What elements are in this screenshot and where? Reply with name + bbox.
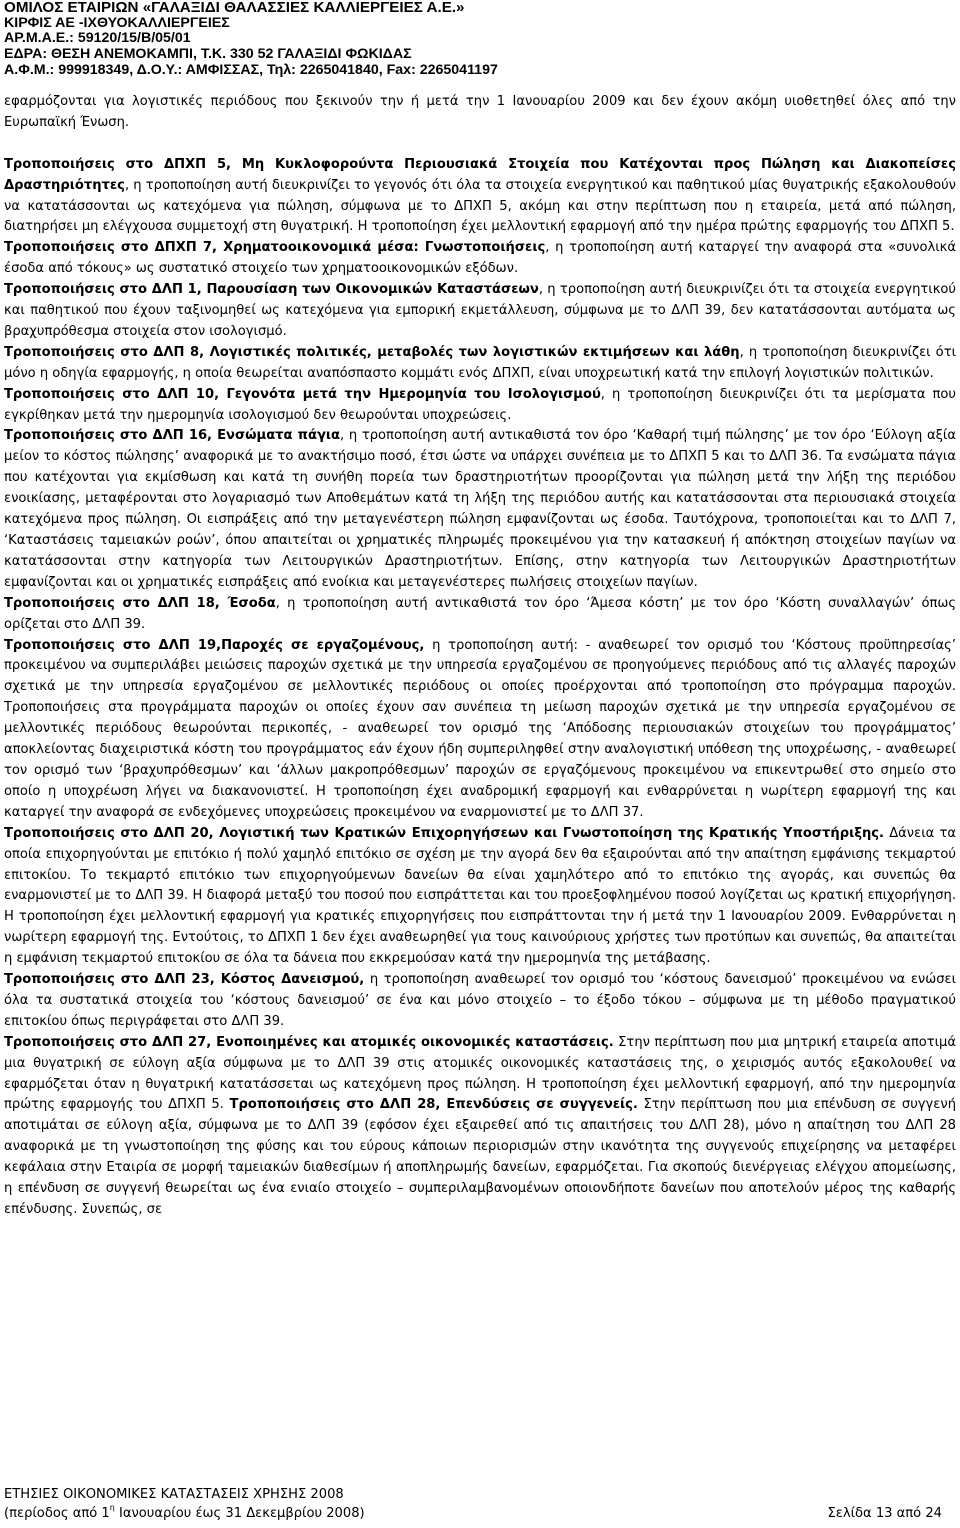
section-heading: Τροποποιήσεις στο ΔΛΠ 23, Κόστος Δανεισμού, [4, 972, 365, 988]
section-heading: Τροποποιήσεις στο ΔΠΧΠ 7, Χρηματοοικονομικά μέσα: Γνωστοποιήσεις [4, 240, 546, 256]
section-heading: Τροποποιήσεις στο ΔΛΠ 20, Λογιστική των Κρατικών Επιχορηγήσεων και Γνωστοποίηση της Κρατικής Υποστήριξης. [4, 825, 884, 841]
page-number: Σελίδα 13 από 24 [827, 1506, 942, 1521]
section-text: η τροποποίηση αυτή: - αναθεωρεί τον ορισμό του ‘Κόστους προϋπηρεσίας’ προκειμένου να συμπεριλάβει μειώσεις παροχών σχετικά με την υπηρεσία εργαζομένου σε προηγούμενες περιόδους από τις αλλαγές παροχών σχετικά με την υπηρεσία εργαζομένου σε μελλοντικές περιόδους οι οποίες προέρχονται από τροποποίηση στο πρόγραμμα παροχών. Τροποποιήσεις στα προγράμματα παροχών οι οποίες έχουν σαν συνέπεια τη μείωση παροχών σχετικά με την υπηρεσία εργαζομένου σε μελλοντικές περιόδους θεωρούνται περικοπές, - αναθεωρεί τον ορισμό της ‘Απόδοσης περιουσιακών στοιχείων του προγράμματος’ αποκλείοντας διαχειριστικά κόστη του προγράμματος εάν έχουν ήδη συμπεριληφθεί στην αναλογιστική υπόθεση της υποχρέωσης, - αναθεωρεί τον ορισμό των ‘βραχυπρόθεσμων’ και ‘άλλων μακροπρόθεσμων’ παροχών σε εργαζόμενους προκειμένου να επικεντρωθεί στο σημείο στο οποίο η υποχρέωση λήγει να διακανονιστεί. Η τροποποίηση έχει αναδρομική εφαρμογή και ενθαρρύνεται η νωρίτερη εφαρμογή της και καταργεί την αναφορά σε ενδεχόμενες υποχρεώσεις προκειμένου να εναρμονιστεί με το ΔΛΠ 37. [4, 637, 956, 820]
section-text: η τροποποίηση αναθεωρεί τον ορισμό του ‘κόστους δανεισμού’ προκειμένου να ενώσει όλα τα συστατικά στοιχεία του ‘κόστους δανεισμού’ σε ένα και μόνο στοιχείο – το έξοδο τόκου – σύμφωνα με τη μέθοδο πραγματικού επιτοκίου όπως περιγράφεται στο ΔΛΠ 39. [4, 972, 957, 1029]
registration-number: ΑΡ.Μ.Α.Ε.: 59120/15/Β/05/01 [4, 30, 191, 47]
footer-period-row [4, 1504, 956, 1523]
section-heading: Τροποποιήσεις στο ΔΛΠ 1, Παρουσίαση των Οικονομικών Καταστάσεων [4, 282, 539, 298]
document-header [4, 0, 954, 79]
section-heading: Τροποποιήσεις στο ΔΛΠ 28, Επενδύσεις σε συγγενείς. [229, 1097, 638, 1113]
tax-and-contact: Α.Φ.Μ.: 999918349, Δ.Ο.Υ.: ΑΜΦΙΣΣΑΣ, Τηλ: 2265041840, Fax: 2265041197 [4, 61, 498, 78]
company-address: ΕΔΡΑ: ΘΕΣΗ ΑΝΕΜΟΚΑΜΠΙ, Τ.Κ. 330 52 ΓΑΛΑΞΙΔΙ ΦΩΚΙΔΑΣ [4, 46, 412, 63]
section-text: , η τροποποίηση αυτή διευκρινίζει το γεγονός ότι όλα τα στοιχεία ενεργητικού και παθητικού μίας θυγατρικής εξακολουθούν να κατατάσσονται ως κατεχόμενα για πώληση, σύμφωνα με το ΔΠΧΠ 5, ακόμη και στην περίπτωση που η εταιρεία, μετά από πώληση, διατηρήσει μη ελέγχουσα συμμετοχή στη θυγατρική. Η τροποποίηση έχει μελλοντική εφαρμογή από την ημέρα πρώτης εφαρμογής του ΔΠΧΠ 5. [4, 177, 956, 235]
section-heading: Τροποποιήσεις στο ΔΠΧΠ 5, Μη Κυκλοφορούντα Περιουσιακά Στοιχεία που Κατέχονται προς Πώληση και Διακοπείσες Δραστηριότητες [4, 156, 956, 193]
footer-period-start: (περίοδος από 1 [4, 1506, 110, 1521]
section-ifrs5 [4, 155, 956, 239]
section-ias1 [4, 280, 956, 343]
footer-period-ordinal: η [109, 1502, 115, 1512]
section-text: , η τροποποίηση αυτή αντικαθιστά τον όρο ‘Άμεσα κόστη’ με τον όρο ‘Κόστη συναλλαγών’ όπως ορίζεται στο ΔΛΠ 39. [4, 595, 956, 632]
section-text: Στην περίπτωση που μια μητρική εταιρεία αποτιμά μια θυγατρική σε εύλογη αξία σύμφωνα με το ΔΛΠ 39 στις ατομικές οικονομικές καταστάσεις της, ο χειρισμός αυτός εξακολουθεί να εφαρμόζεται όταν η θυγατρική κατατάσσεται ως κατεχόμενη προς πώληση. Η τροποποίηση έχει μελλοντική εφαρμογή, από την ημερομηνία πρώτης εφαρμογής του ΔΠΧΠ 5. [4, 1034, 956, 1113]
footer-period-end: Ιανουαρίου έως 31 Δεκεμβρίου 2008) [114, 1506, 365, 1521]
section-heading: Τροποποιήσεις στο ΔΛΠ 8, Λογιστικές πολιτικές, μεταβολές των λογιστικών εκτιμήσεων και λάθη [4, 344, 740, 360]
footer-title: ΕΤΗΣΙΕΣ ΟΙΚΟΝΟΜΙΚΕΣ ΚΑΤΑΣΤΑΣΕΙΣ ΧΡΗΣΗΣ 2008 [4, 1487, 344, 1502]
section-heading: Τροποποιήσεις στο ΔΛΠ 27, Ενοποιημένες και ατομικές οικονομικές καταστάσεις. [4, 1034, 614, 1050]
section-text: Στην περίπτωση που μια επένδυση σε συγγενή αποτιμάται σε εύλογη αξία, σύμφωνα με το ΔΛΠ 39 (εφόσον έχει εξαιρεθεί από τις απαιτήσεις του ΔΛΠ 28), μόνο η απαίτηση του ΔΛΠ 28 αναφορικά με τη γνωστοποίηση της φύσης και του εύρους κάποιων περιορισμών στην ικανότητα της συγγενούς επιχείρησης να μεταφέρει κεφάλαια στην Εταιρία σε μορφή ταμειακών διαθεσίμων ή αποπληρωμής δανείων, εφαρμόζεται. Για σκοπούς διενέργειας ελέγχου απομείωσης, η επένδυση σε συγγενή θεωρείται ως ένα ενιαίο στοιχείο – συμπεριλαμβανομένων οποιονδήποτε δανείων που αποτελούν μέρος της καθαρής επένδυσης. Συνεπώς, σε [4, 1097, 956, 1218]
document-footer [4, 1485, 956, 1523]
section-heading: Τροποποιήσεις στο ΔΛΠ 18, Έσοδα [4, 595, 276, 611]
company-name: ΚΙΡΦΙΣ ΑΕ -ΙΧΘΥΟΚΑΛΛΙΕΡΓΕΙΕΣ [4, 14, 230, 31]
section-ias27-ias28 [4, 1033, 956, 1221]
section-text: Δάνεια τα οποία επιχορηγούνται με επιτόκιο ή πολύ χαμηλό επιτόκιο σε σχέση με την αγορά δεν θα εξαιρούνται από την απαίτηση εμφάνισης τεκμαρτού επιτοκίου. Το τεκμαρτό επιτόκιο των επιχορηγούμενων δανείων θα είναι χαμηλότερο από το επιτόκιο της αγοράς, και συνεπώς θα εναρμονιστεί με το ΔΛΠ 39. Η διαφορά μεταξύ του ποσού που εισπράττεται και του προεξοφλημένου ποσού λογίζεται ως κρατική επιχορήγηση. Η τροποποίηση έχει μελλοντική εφαρμογή για κρατικές επιχορηγήσεις που εισπράττονται την ή μετά την 1 Ιανουαρίου 2009. Ενθαρρύνεται η νωρίτερη εφαρμογή της. Εντούτοις, το ΔΠΧΠ 1 δεν έχει αναθεωρηθεί για τους καινούριους χρήστες των προτύπων και συνεπώς, θα απαιτείται η εμφάνιση τεκμαρτού επιτοκίου σε όλα τα δάνεια που εκκρεμούσαν κατά την ημερομηνία της μετάβασης. [4, 825, 956, 967]
section-text: , η τροποποίηση αυτή αντικαθιστά τον όρο ‘Καθαρή τιμή πώλησης’ με τον όρο ‘Εύλογη αξία μείον το κόστος πώλησης’ αναφορικά με το ανακτήσιμο ποσό, έτσι ώστε να υπάρχει συνέπεια με το ΔΠΧΠ 5 και το ΔΛΠ 36. Τα ενσώματα πάγια που κατέχονται για εκμίσθωση και κατά τη συνήθη πορεία των δραστηριοτήτων προορίζονται για πώληση μετά την λήξη της περιόδου ενοικίασης, μεταφέρονται στο λογαριασμό των Αποθεμάτων κατά τη λήξη της περιόδου αυτής και κατατάσσονται στα περιουσιακά στοιχεία κατεχόμενα προς πώληση. Οι εισπράξεις από την μεταγενέστερη πώληση εμφανίζονται ως έσοδα. Ταυτόχρονα, τροποποιείται και το ΔΛΠ 7, ‘Καταστάσεις ταμειακών ροών’, όπου απαιτείται οι χρηματικές πληρωμές προκειμένου για την κατασκευή ή απόκτηση στοιχείων παγίων να κατατάσσονται στην κατηγορία των Λειτουργικών Δραστηριοτήτων. Επίσης, στην κατηγορία των Λειτουργικών Δραστηριοτήτων εμφανίζονται και οι χρηματικές εισπράξεις από ενοίκια και μεταγενέστερες πωλήσεις στοιχείων παγίων. [4, 428, 956, 590]
section-ias16 [4, 426, 956, 593]
section-heading: Τροποποιήσεις στο ΔΛΠ 16, Ενσώματα πάγια [4, 428, 340, 444]
section-ias23 [4, 970, 956, 1033]
group-name: ΟΜΙΛΟΣ ΕΤΑΙΡΙΩΝ «ΓΑΛΑΞΙΔΙ ΘΑΛΑΣΣΙΕΣ ΚΑΛΛΙΕΡΓΕΙΕΣ Α.Ε.» [4, 0, 465, 16]
section-ias8 [4, 343, 956, 385]
section-text: , η τροποποίηση αυτή διευκρινίζει ότι τα στοιχεία ενεργητικού και παθητικού που έχουν ταξινομηθεί ως κατεχόμενα για εμπορική εκμετάλλευση, σύμφωνα με το ΔΛΠ 39, δεν κατατάσσονται αυτόματα ως βραχυπρόθεσμα στοιχεία στον ισολογισμό. [4, 282, 957, 339]
section-text: , η τροποποίηση διευκρινίζει ότι τα μερίσματα που εγκρίθηκαν μετά την ημερομηνία ισολογισμού δεν θεωρούνται υποχρεώσεις. [4, 386, 956, 423]
section-text: , η τροποποίηση διευκρινίζει ότι μόνο η οδηγία εφαρμογής, η οποία θεωρείται αναπόσπαστο κομμάτι ενός ΔΠΧΠ, είναι υποχρεωτική κατά την επιλογή λογιστικών πολιτικών. [4, 344, 957, 381]
section-ias18 [4, 594, 956, 636]
section-ias19 [4, 636, 956, 824]
section-ifrs7 [4, 238, 956, 280]
section-ias10 [4, 385, 956, 427]
section-heading: Τροποποιήσεις στο ΔΛΠ 19,Παροχές σε εργαζομένους, [4, 637, 425, 653]
section-heading: Τροποποιήσεις στο ΔΛΠ 10, Γεγονότα μετά την Ημερομηνία του Ισολογισμού [4, 386, 601, 402]
footer-period [4, 1502, 365, 1521]
section-ias20 [4, 824, 956, 970]
section-text: , η τροποποίηση αυτή καταργεί την αναφορά στα «συνολικά έσοδα από τόκους» ως συστατικό στοιχείο των χρηματοοικονομικών εξόδων. [4, 240, 956, 277]
document-body [4, 92, 956, 1221]
intro-paragraph: εφαρμόζονται για λογιστικές περιόδους που ξεκινούν την ή μετά την 1 Ιανουαρίου 2009 και δεν έχουν ακόμη υιοθετηθεί όλες από την Ευρωπαϊκή Ένωση. [4, 94, 956, 130]
